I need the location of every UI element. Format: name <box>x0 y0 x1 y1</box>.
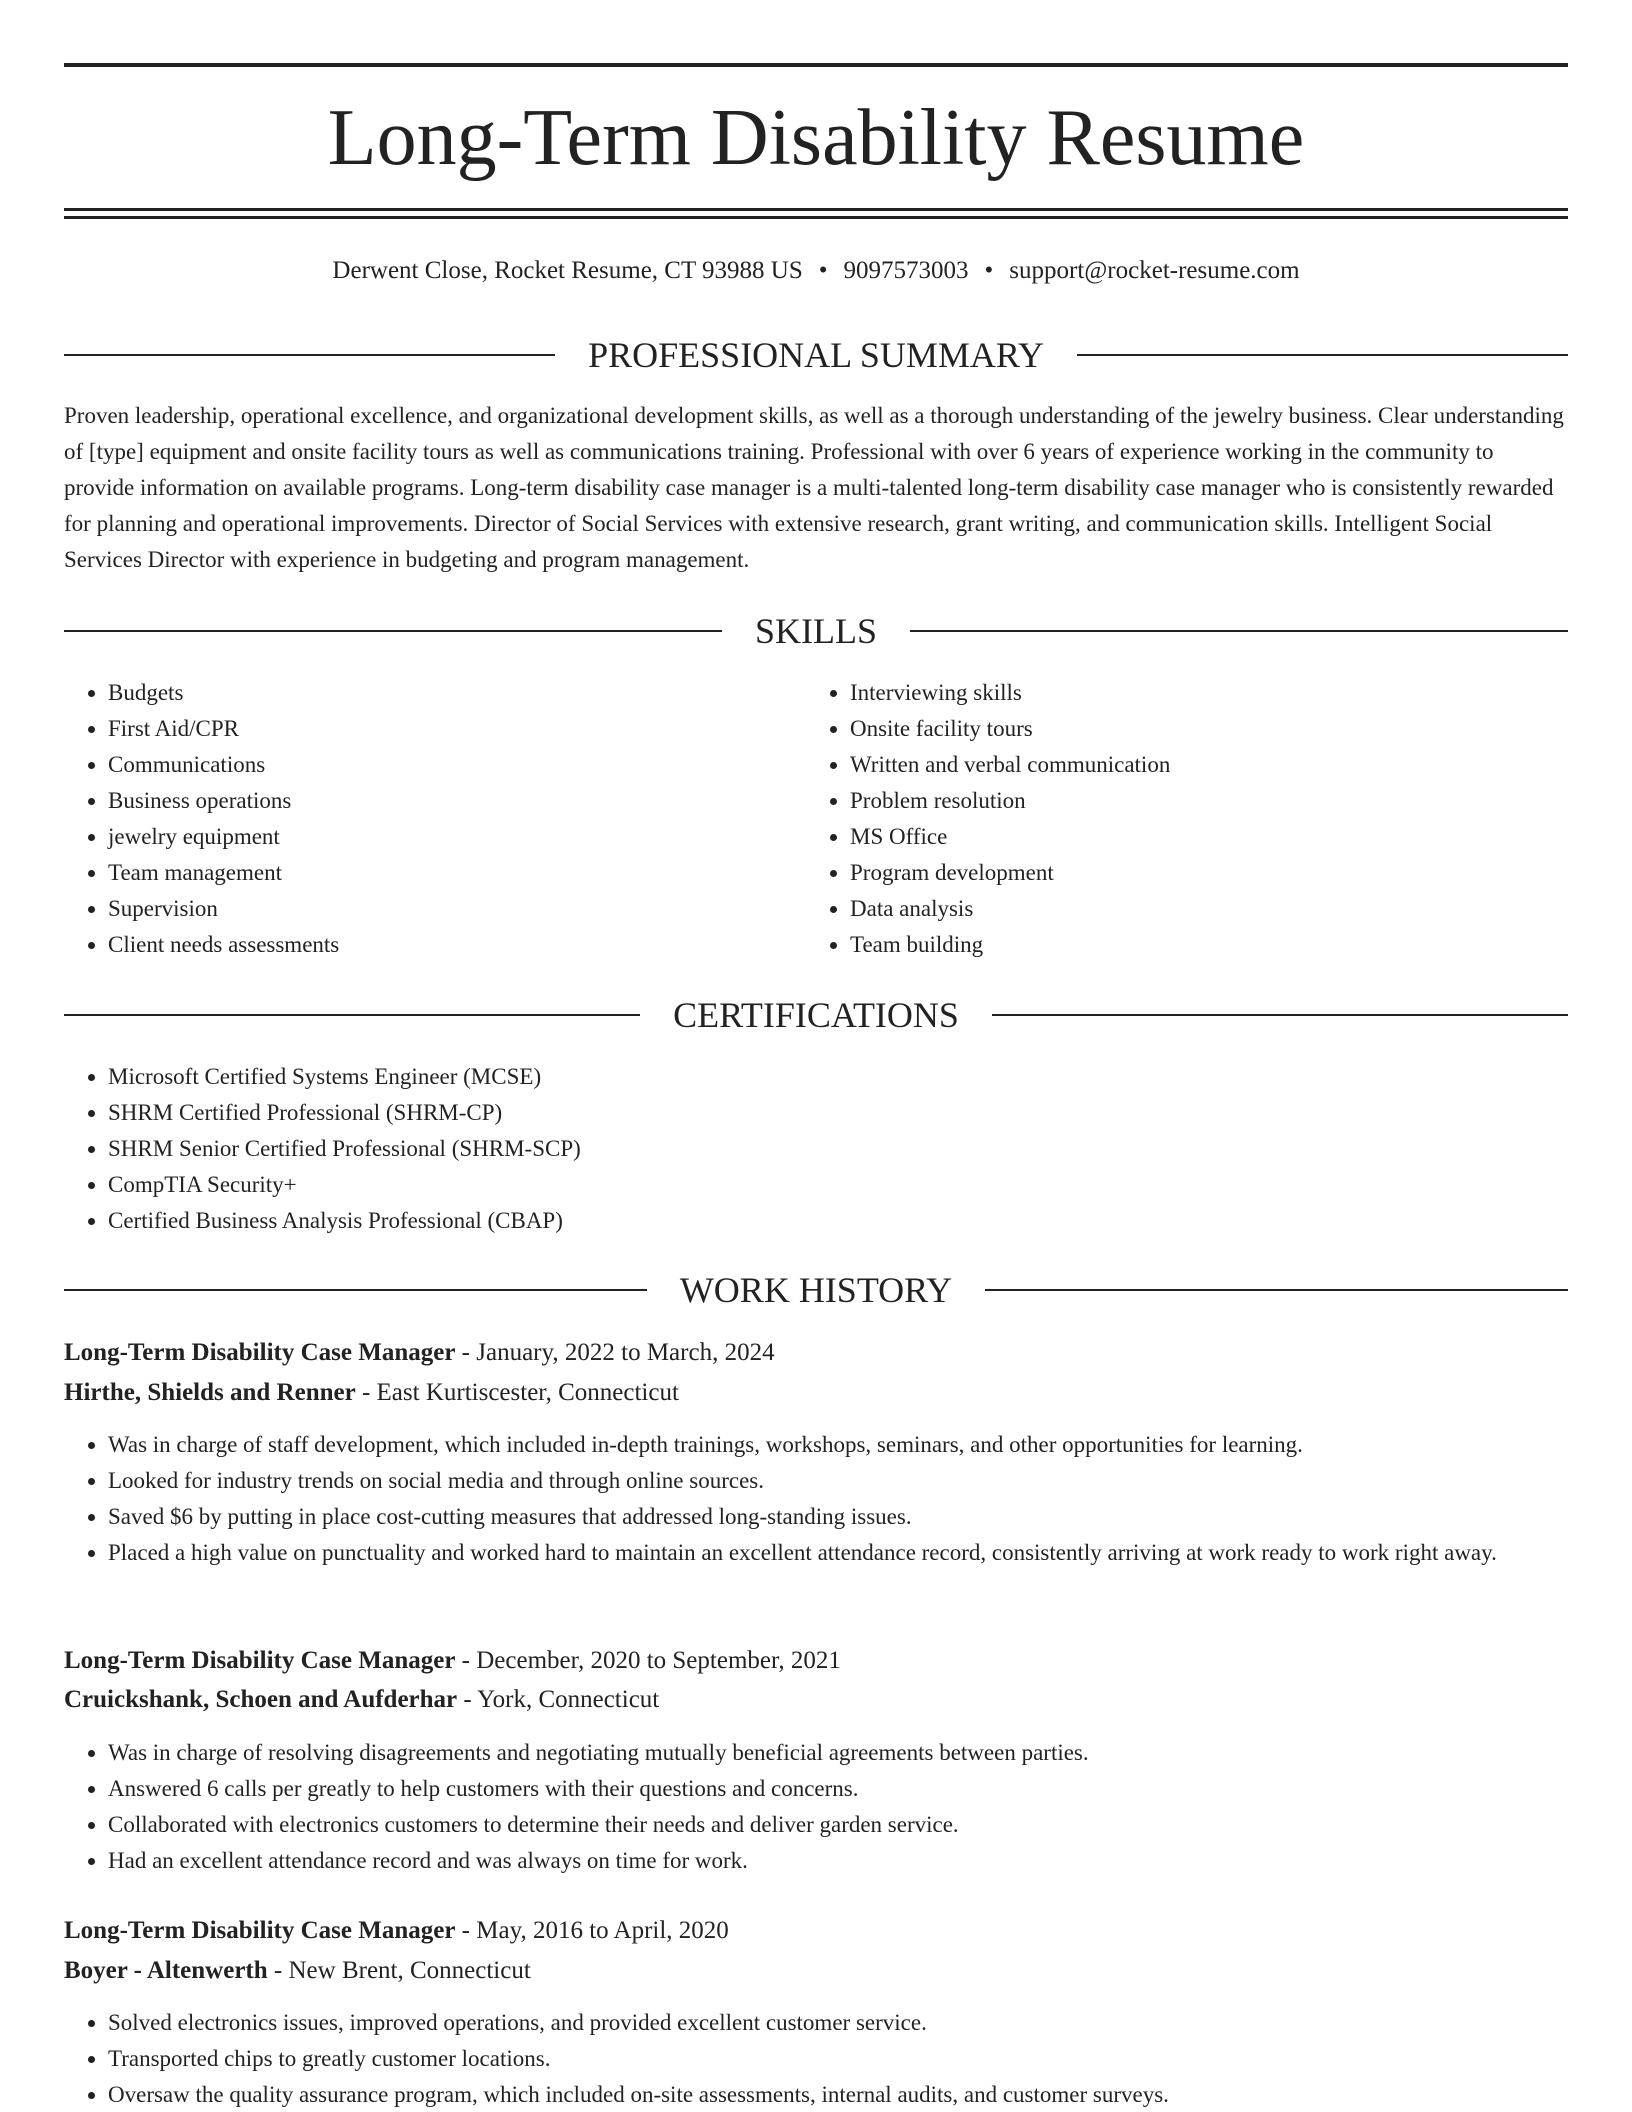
skills-heading-label: SKILLS <box>755 611 878 651</box>
job-title: Long-Term Disability Case Manager <box>64 1917 456 1944</box>
skill-item: • Onsite facility tours <box>850 711 1590 747</box>
heading-rule <box>64 354 555 356</box>
skill-item: • First Aid/CPR <box>108 711 808 747</box>
job-bullet: • Answered 6 calls per greatly to help customers with their questions and concerns. <box>108 1771 1608 1807</box>
certification-item: • CompTIA Security+ <box>108 1167 1588 1203</box>
skills-list-right <box>806 675 1590 963</box>
job-location: East Kurtiscester, Connecticut <box>376 1379 679 1406</box>
contact-phone: 9097573003 <box>843 257 969 284</box>
job-company: Cruickshank, Schoen and Aufderhar <box>64 1686 458 1713</box>
skills-list-left <box>64 675 808 963</box>
resume-title: Long-Term Disability Resume <box>327 94 1305 182</box>
job-company-line: Hirthe, Shields and Renner - East Kurtiscester, Connecticut <box>64 1379 679 1406</box>
skill-item: • jewelry equipment <box>108 819 808 855</box>
job-bullet: • Saved $6 by putting in place cost-cutting measures that addressed long-standing issues. <box>108 1499 1608 1535</box>
skill-item: • Problem resolution <box>850 783 1590 819</box>
heading-rule <box>1077 354 1568 356</box>
contact-email: support@rocket-resume.com <box>1009 257 1300 284</box>
skill-item: • Interviewing skills <box>850 675 1590 711</box>
job-bullet: • Collaborated with electronics customers to determine their needs and deliver garden service. <box>108 1807 1608 1843</box>
skill-item: • Written and verbal communication <box>850 747 1590 783</box>
job-bullet: • Was in charge of staff development, which included in-depth trainings, workshops, seminars, and other opportunities for learning. <box>108 1427 1608 1463</box>
summary-heading-label: PROFESSIONAL SUMMARY <box>588 335 1044 375</box>
work-heading <box>64 1268 1568 1312</box>
certification-item: • SHRM Certified Professional (SHRM-CP) <box>108 1095 1588 1131</box>
job-company-line: Boyer - Altenwerth - New Brent, Connecticut <box>64 1957 531 1984</box>
certification-item: • Certified Business Analysis Professional (CBAP) <box>108 1203 1588 1239</box>
heading-rule <box>64 1014 640 1016</box>
job-company-line: Cruickshank, Schoen and Aufderhar - York, Connecticut <box>64 1686 660 1713</box>
job-title: Long-Term Disability Case Manager <box>64 1647 456 1674</box>
job-company: Hirthe, Shields and Renner <box>64 1379 356 1406</box>
skill-item: • MS Office <box>850 819 1590 855</box>
job-title: Long-Term Disability Case Manager <box>64 1339 456 1366</box>
skill-item: • Business operations <box>108 783 808 819</box>
contact-line <box>64 252 1568 290</box>
contact-address: Derwent Close, Rocket Resume, CT 93988 US <box>332 257 803 284</box>
job-bullet: • Had an excellent attendance record and was always on time for work. <box>108 1843 1608 1879</box>
skill-item: • Client needs assessments <box>108 927 808 963</box>
job-bullets <box>64 2005 1608 2112</box>
heading-rule <box>64 630 722 632</box>
job-bullet: • Placed a high value on punctuality and worked hard to maintain an excellent attendance record, consistently arriving at work ready to work right away. <box>108 1535 1608 1571</box>
skill-item: • Supervision <box>108 891 808 927</box>
heading-rule <box>992 1014 1568 1016</box>
summary-text: Proven leadership, operational excellence, and organizational development skills, as well as a thorough understanding of the jewelry business. Clear understanding of [type] equipment and onsite facility tours as well as communications training. Professional with over 6 years of experience working in the community to provide information on available programs. Long-term disability case manager is a multi-talented long-term disability case manager who is consistently rewarded for planning and operational improvements. Director of Social Services with extensive research, grant writing, and communication skills. Intelligent Social Services Director with experience in budgeting and program management. <box>64 403 1564 572</box>
work-heading-label: WORK HISTORY <box>679 1270 953 1310</box>
top-rule <box>64 63 1568 67</box>
heading-rule <box>64 1289 647 1291</box>
skill-item: • Program development <box>850 855 1590 891</box>
skill-item: • Budgets <box>108 675 808 711</box>
certifications-list <box>64 1059 1588 1239</box>
job-dates: December, 2020 to September, 2021 <box>476 1647 841 1674</box>
certifications-heading-label: CERTIFICATIONS <box>673 995 959 1035</box>
job-title-line: Long-Term Disability Case Manager - May, 2016 to April, 2020 <box>64 1917 729 1944</box>
certification-item: • SHRM Senior Certified Professional (SHRM-SCP) <box>108 1131 1588 1167</box>
job-location: New Brent, Connecticut <box>288 1957 531 1984</box>
job-bullet: • Solved electronics issues, improved operations, and provided excellent customer service. <box>108 2005 1608 2041</box>
certification-item: • Microsoft Certified Systems Engineer (MCSE) <box>108 1059 1588 1095</box>
job-bullet: • Was in charge of resolving disagreements and negotiating mutually beneficial agreements between parties. <box>108 1735 1608 1771</box>
job-location: York, Connecticut <box>477 1686 660 1713</box>
skill-item: • Data analysis <box>850 891 1590 927</box>
contact-separator: • <box>818 257 828 284</box>
job-bullet: • Oversaw the quality assurance program, which included on-site assessments, internal audits, and customer surveys. <box>108 2077 1608 2112</box>
heading-rule <box>910 630 1568 632</box>
job-bullets <box>64 1427 1608 1571</box>
job-dates: January, 2022 to March, 2024 <box>476 1339 775 1366</box>
skill-item: • Communications <box>108 747 808 783</box>
job-dates: May, 2016 to April, 2020 <box>476 1917 729 1944</box>
contact-separator: • <box>984 257 994 284</box>
job-bullets <box>64 1735 1608 1879</box>
title-rule-upper <box>64 208 1568 211</box>
job-company: Boyer - Altenwerth <box>64 1957 268 1984</box>
job-title-line: Long-Term Disability Case Manager - December, 2020 to September, 2021 <box>64 1647 841 1674</box>
skill-item: • Team management <box>108 855 808 891</box>
skill-item: • Team building <box>850 927 1590 963</box>
title-rule-lower <box>64 216 1568 219</box>
heading-rule <box>985 1289 1568 1291</box>
certifications-heading <box>64 993 1568 1037</box>
summary-heading <box>64 333 1568 377</box>
skills-heading <box>64 609 1568 653</box>
job-bullet: • Looked for industry trends on social media and through online sources. <box>108 1463 1608 1499</box>
job-title-line: Long-Term Disability Case Manager - January, 2022 to March, 2024 <box>64 1339 775 1366</box>
job-bullet: • Transported chips to greatly customer locations. <box>108 2041 1608 2077</box>
